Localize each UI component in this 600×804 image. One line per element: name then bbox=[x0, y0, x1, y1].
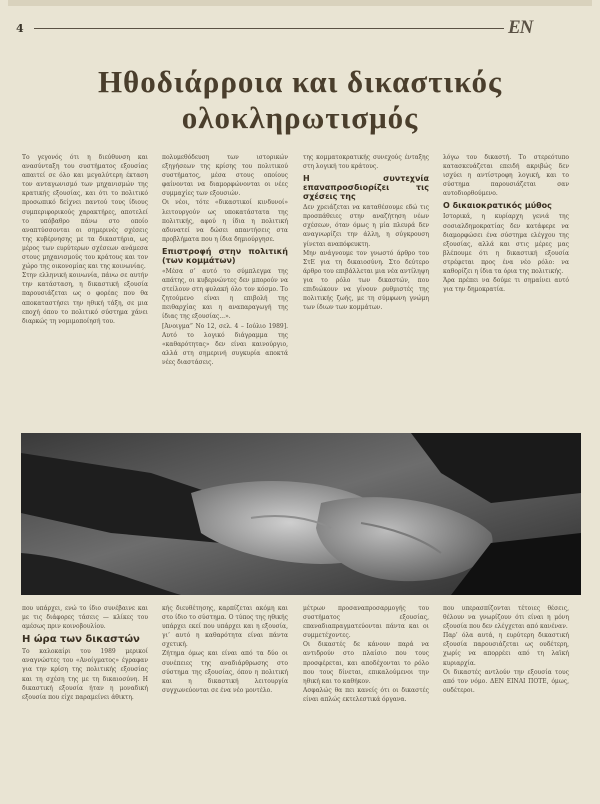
bottom-column-1 bbox=[22, 604, 148, 800]
bottom-column-2 bbox=[162, 604, 288, 800]
header-rule bbox=[34, 28, 504, 29]
paragraph: που υπάρχει, ενώ το ίδιο συνέβαινε και με τις διάφορες τάσεις — κλίκες του αμέσως πριν κοινοβουλίου. bbox=[22, 605, 148, 631]
paragraph: κής διευθέτησης, καρπίζεται ακόμη και στο ίδιο το σύστημα. Ο τύπος της ηθικής υπάρχει εκεί που υπάρχει και η εξουσία, γι’ αυτό η καθαρότητα είναι πάντα σχετική. bbox=[162, 605, 288, 649]
paragraph: Ασφαλώς θα πει κανείς ότι οι δικαστές είναι απλώς εκτελεστικά όργανα. bbox=[303, 686, 429, 703]
bottom-column-3 bbox=[303, 604, 429, 800]
paragraph: [Άνοιγμα” Νο 12, σελ. 4 – Ιούλιο 1989]. Αυτό το λογικό διάγραμμα της «καθαρότητας» δεν είναι καινούργιο, αλλά στη σημερινή συγκυρία αποκτά νέες διαστάσεις. bbox=[162, 322, 288, 366]
paragraph: Οι δικαστές δε κάνουν παρά να αντιδρούν στο πλαίσιο που τους προσφέρεται, και αποδέχονται το ρόλο που τους δίνεται, επικαλούμενοι την ηθική και το καθήκον. bbox=[303, 641, 429, 685]
paragraph: μέτρων προσαναπροσαρμογής του συστήματος εξουσίας, επαναδιαπραγματεύονται πάντα και οι συμμετέχοντες. bbox=[303, 605, 429, 640]
section-heading: Η ώρα των δικαστών bbox=[22, 634, 140, 646]
top-column-1 bbox=[22, 153, 148, 428]
paragraph: Ζήτημα όμως και είναι από τα δύο οι συνέπειες της αναδιάρθρωσης στο σύστημα της εξουσίας, όπου η πολιτική και η δικαστική λειτουργία συγχωνεύονται σε ένα νέο μοντέλο. bbox=[162, 650, 288, 694]
paragraph: «Μέσα σ’ αυτό το σύμπλεγμα της απάτης, οι κυβερνώντες δεν μπορούν να στείλουν στη φυλακή όλο τον κόσμο. Το ζητούμενο είναι η επιβολή της πειθαρχίας και η αναπαραγωγή της ίδιας της εξουσίας...». bbox=[162, 267, 288, 321]
paragraph: Το γεγονός ότι η διεύθυνση και ανασύνταξη του συστήματος εξουσίας απαιτεί σε όλο και μεγαλύτερη έκταση τον ανταγωνισμό των μηχανισμών της κρατικής εξουσίας, και ότι το πολιτικό προσωπικό δείχνει παντού τους ίδιους συμπεριφορικούς χαρακτήρες, αποτελεί το υπόβαθρο πάνω στο οποίο αναπτύσσονται οι σημερινές σχέσεις της κυβέρνησης με τα δικαστήρια, ως μέρος των ευρύτερων σχέσεων ανάμεσα στους μηχανισμούς του κράτους και τον χώρο της οικονομίας και της κοινωνίας. bbox=[22, 154, 148, 271]
header-bar bbox=[8, 0, 592, 6]
magazine-logo: EN bbox=[508, 17, 533, 38]
top-column-3 bbox=[303, 153, 429, 428]
page-number: 4 bbox=[16, 22, 24, 35]
top-column-4 bbox=[443, 153, 569, 428]
paragraph: Στην ελληνική κοινωνία, πάνω σε αυτήν την κατάσταση, η δικαστική εξουσία παρουσιάζεται ως ο φορέας που θα αποκαταστήσει την ηθική τάξη, σε μια εποχή όπου το πολιτικό σύστημα χάνει διαρκώς τη νομιμοποίησή του. bbox=[22, 272, 148, 325]
paragraph: λόγω του δικαστή. Το στερεότυπο κατασκευάζεται επειδή ακριβώς δεν ισχύει η αντίστροφη λογική, και το σύστημα παρουσιάζεται σαν αυτοδιορθούμενο. bbox=[443, 154, 569, 198]
bottom-column-4 bbox=[443, 604, 569, 800]
paragraph: Οι νέοι, τότε «δικαστικοί κινδυνοί» λειτουργούν ως υποκατάστατα της πολιτικής, αφού η ίδια η πολιτική αδυνατεί να δώσει απαντήσεις στα προβλήματα που η ίδια δημιούργησε. bbox=[162, 199, 288, 243]
paragraph: Το καλοκαίρι του 1989 μερικοί αναγνώστες του «Ανοίγματος» έγραφαν για την κρίση της πολιτικής εξουσίας και τη σχέση της με τη δικαιοσύνη. Η δικαστική εξουσία ήταν η μοναδική εξουσία που είχε παραμείνει άθικτη. bbox=[22, 648, 148, 701]
paragraph: που υπερασπίζονται τέτοιες θέσεις, θέλουν να γνωρίζουν ότι είναι η μόνη εξουσία που δεν ελέγχεται από κανέναν. bbox=[443, 605, 569, 631]
handshake-photo bbox=[21, 433, 581, 595]
paragraph: Μην ανάγνουμε τον γνωστό άρθρο του ΣτΕ για τη δικαιοσύνη. Στο δεύτερο άρθρο του επιβάλλεται μια νέα αντίληψη για το ρόλο των δικαστών, που επιδιώκουν να γίνουν ρυθμιστές της πολιτικής ζωής, με τη σύμφωνη γνώμη των ίδιων των κομμάτων. bbox=[303, 249, 429, 312]
article-title-line1: Ηθοδιάρροια και δικαστικός bbox=[97, 64, 503, 99]
top-column-2 bbox=[162, 153, 288, 428]
paragraph: Παρ’ όλα αυτά, η ευρύτερη δικαστική εξουσία παρουσιάζεται ως ουδέτερη, χωρίς να απορρέει από τη λαϊκή κυριαρχία. bbox=[443, 632, 569, 667]
paragraph: Άρα πρέπει να δούμε τι σημαίνει αυτό για την δημοκρατία. bbox=[443, 277, 569, 294]
article-title-line2: ολοκληρωτισμός bbox=[181, 100, 419, 135]
paragraph: πολυμεθόδευση των ιστορικών εξηγήσεων της κρίσης του πολιτικού συστήματος, μέσα στους οποίους φαίνονται να διαμορφώνονται οι νέες συμμαχίες των εξουσιών. bbox=[162, 154, 288, 198]
paragraph: Οι δικαστές αντλούν την εξουσία τους από τον νόμο. ΔΕΝ ΕΙΝΑΙ ΠΟΤΕ, όμως, ουδέτεροι. bbox=[443, 668, 569, 694]
section-heading: Ο δικαιοκρατικός μύθος bbox=[443, 201, 552, 211]
section-heading: Επιστροφή στην πολιτική (των κομμάτων) bbox=[162, 246, 288, 265]
section-heading: Η συντεχνία επαναπροσδιορίζει τις σχέσεις της bbox=[303, 174, 429, 202]
paragraph: της κομματοκρατικής συνεχούς ένταξης στη λογική του κράτους. bbox=[303, 154, 429, 171]
paragraph: Δεν χρειάζεται να καταθέσουμε εδώ τις προσπάθειες στην αναζήτηση νέων σχέσεων, όταν όμως η μία πλευρά δεν αναγνωρίζει την άλλη, η σύγκρουση γίνεται αναπόφευκτη. bbox=[303, 204, 429, 248]
paragraph: Ιστορικά, η κυρίαρχη γενιά της σοσιαλδημοκρατίας δεν κατάφερε να διαμορφώσει ένα σύστημα ελέγχου της εξουσίας, αλλά και στις μέρες μας βλέπουμε ότι η δικαστική εξουσία στρέφεται προς ένα νέο ρόλο: να καθορίζει η ίδια τα όρια της πολιτικής. bbox=[443, 213, 569, 276]
